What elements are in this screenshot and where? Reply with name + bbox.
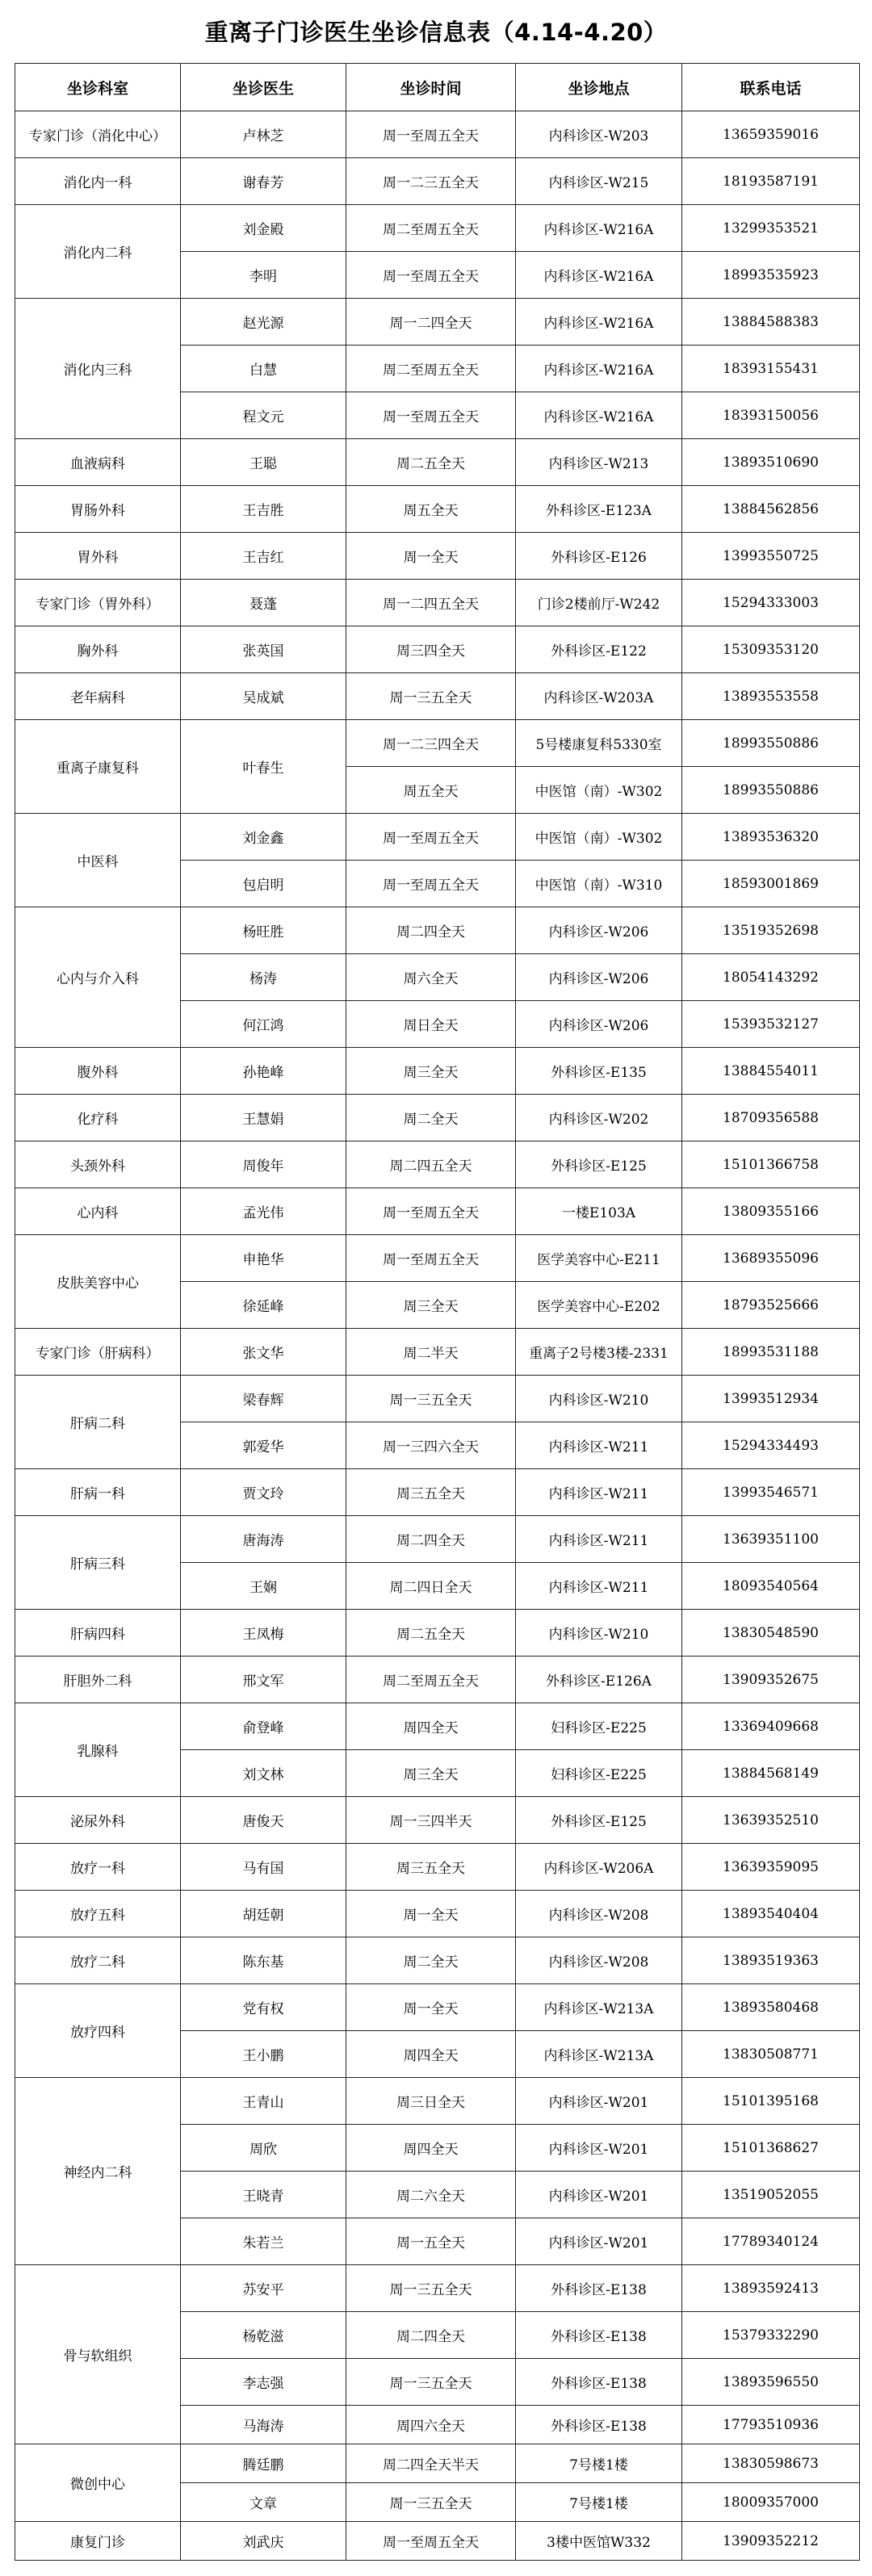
phone-cell: 15294334493 bbox=[682, 1422, 860, 1469]
time-cell: 周五全天 bbox=[346, 486, 516, 533]
location-cell: 内科诊区-W201 bbox=[516, 2218, 682, 2265]
department-cell: 头颈外科 bbox=[15, 1141, 181, 1188]
time-cell: 周六全天 bbox=[346, 954, 516, 1001]
phone-cell: 13299353521 bbox=[682, 205, 860, 252]
time-cell: 周一至周五全天 bbox=[346, 252, 516, 299]
doctor-cell: 申艳华 bbox=[181, 1235, 346, 1282]
phone-cell: 13909352675 bbox=[682, 1657, 860, 1703]
doctor-cell: 谢春芳 bbox=[181, 158, 346, 205]
doctor-cell: 刘金鑫 bbox=[181, 814, 346, 861]
location-cell: 内科诊区-W203A bbox=[516, 673, 682, 720]
department-cell: 肝胆外二科 bbox=[15, 1657, 181, 1703]
location-cell: 一楼E103A bbox=[516, 1188, 682, 1235]
time-cell: 周二四全天 bbox=[346, 2312, 516, 2359]
department-cell: 胃外科 bbox=[15, 533, 181, 580]
phone-cell: 13519052055 bbox=[682, 2172, 860, 2218]
department-cell: 放疗二科 bbox=[15, 1937, 181, 1984]
doctor-cell: 刘文林 bbox=[181, 1750, 346, 1797]
location-cell: 内科诊区-W210 bbox=[516, 1610, 682, 1657]
phone-cell: 15101366758 bbox=[682, 1141, 860, 1188]
table-row bbox=[15, 1610, 860, 1657]
location-cell: 内科诊区-W208 bbox=[516, 1891, 682, 1937]
time-cell: 周二至周五全天 bbox=[346, 205, 516, 252]
table-row bbox=[15, 111, 860, 158]
doctor-cell: 王晓青 bbox=[181, 2172, 346, 2218]
department-cell: 消化内三科 bbox=[15, 299, 181, 439]
doctor-cell: 杨乾滋 bbox=[181, 2312, 346, 2359]
table-row bbox=[15, 1937, 860, 1984]
table-header-row bbox=[15, 64, 860, 111]
location-cell: 内科诊区-W210 bbox=[516, 1376, 682, 1422]
phone-cell: 18393155431 bbox=[682, 346, 860, 392]
location-cell: 内科诊区-W216A bbox=[516, 299, 682, 346]
phone-cell: 15294333003 bbox=[682, 580, 860, 626]
time-cell: 周日全天 bbox=[346, 1001, 516, 1048]
doctor-cell: 李志强 bbox=[181, 2359, 346, 2406]
table-row bbox=[15, 673, 860, 720]
phone-cell: 13893596550 bbox=[682, 2359, 860, 2406]
phone-cell: 15379332290 bbox=[682, 2312, 860, 2359]
header-location: 坐诊地点 bbox=[516, 64, 682, 111]
location-cell: 外科诊区-E125 bbox=[516, 1141, 682, 1188]
location-cell: 内科诊区-W202 bbox=[516, 1095, 682, 1141]
location-cell: 内科诊区-W211 bbox=[516, 1469, 682, 1516]
time-cell: 周三五全天 bbox=[346, 1844, 516, 1891]
time-cell: 周一二三五全天 bbox=[346, 158, 516, 205]
doctor-cell: 贾文玲 bbox=[181, 1469, 346, 1516]
doctor-cell: 王吉胜 bbox=[181, 486, 346, 533]
location-cell: 内科诊区-W211 bbox=[516, 1563, 682, 1610]
location-cell: 外科诊区-E126A bbox=[516, 1657, 682, 1703]
phone-cell: 15309353120 bbox=[682, 626, 860, 673]
phone-cell: 13659359016 bbox=[682, 111, 860, 158]
location-cell: 内科诊区-W206 bbox=[516, 1001, 682, 1048]
phone-cell: 13893553558 bbox=[682, 673, 860, 720]
doctor-cell: 张文华 bbox=[181, 1329, 346, 1376]
doctor-cell: 梁春辉 bbox=[181, 1376, 346, 1422]
time-cell: 周四全天 bbox=[346, 2125, 516, 2172]
phone-cell: 13639352510 bbox=[682, 1797, 860, 1844]
department-cell: 心内科 bbox=[15, 1188, 181, 1235]
time-cell: 周一至周五全天 bbox=[346, 111, 516, 158]
location-cell: 3楼中医馆W332 bbox=[516, 2522, 682, 2561]
phone-cell: 13830598673 bbox=[682, 2444, 860, 2483]
phone-cell: 13809355166 bbox=[682, 1188, 860, 1235]
department-cell: 肝病二科 bbox=[15, 1376, 181, 1469]
phone-cell: 15101368627 bbox=[682, 2125, 860, 2172]
time-cell: 周二五全天 bbox=[346, 1610, 516, 1657]
table-row bbox=[15, 1516, 860, 1563]
table-row bbox=[15, 2444, 860, 2483]
department-cell: 化疗科 bbox=[15, 1095, 181, 1141]
phone-cell: 13689355096 bbox=[682, 1235, 860, 1282]
phone-cell: 13639351100 bbox=[682, 1516, 860, 1563]
location-cell: 外科诊区-E138 bbox=[516, 2359, 682, 2406]
time-cell: 周二四全天 bbox=[346, 907, 516, 954]
time-cell: 周一三五全天 bbox=[346, 2483, 516, 2522]
phone-cell: 18054143292 bbox=[682, 954, 860, 1001]
doctor-cell: 叶春生 bbox=[181, 720, 346, 814]
table-row bbox=[15, 2265, 860, 2312]
location-cell: 内科诊区-W216A bbox=[516, 346, 682, 392]
phone-cell: 15101395168 bbox=[682, 2078, 860, 2125]
location-cell: 内科诊区-W215 bbox=[516, 158, 682, 205]
doctor-cell: 卢林芝 bbox=[181, 111, 346, 158]
location-cell: 内科诊区-W201 bbox=[516, 2125, 682, 2172]
location-cell: 外科诊区-E138 bbox=[516, 2312, 682, 2359]
doctor-cell: 程文元 bbox=[181, 392, 346, 439]
doctor-cell: 王聪 bbox=[181, 439, 346, 486]
location-cell: 内科诊区-W206A bbox=[516, 1844, 682, 1891]
department-cell: 肝病三科 bbox=[15, 1516, 181, 1610]
time-cell: 周一至周五全天 bbox=[346, 2522, 516, 2561]
doctor-cell: 朱若兰 bbox=[181, 2218, 346, 2265]
location-cell: 医学美容中心-E202 bbox=[516, 1282, 682, 1329]
department-cell: 专家门诊（胃外科） bbox=[15, 580, 181, 626]
time-cell: 周一至周五全天 bbox=[346, 392, 516, 439]
doctor-cell: 孙艳峰 bbox=[181, 1048, 346, 1095]
doctor-cell: 邢文军 bbox=[181, 1657, 346, 1703]
location-cell: 内科诊区-W201 bbox=[516, 2172, 682, 2218]
doctor-cell: 胡廷朝 bbox=[181, 1891, 346, 1937]
location-cell: 重离子2号楼3楼-2331 bbox=[516, 1329, 682, 1376]
phone-cell: 13369409668 bbox=[682, 1703, 860, 1750]
schedule-table bbox=[15, 63, 860, 2561]
time-cell: 周三四全天 bbox=[346, 626, 516, 673]
time-cell: 周四全天 bbox=[346, 2031, 516, 2078]
table-row bbox=[15, 1844, 860, 1891]
location-cell: 外科诊区-E138 bbox=[516, 2406, 682, 2444]
time-cell: 周二四五全天 bbox=[346, 1141, 516, 1188]
phone-cell: 13993546571 bbox=[682, 1469, 860, 1516]
phone-cell: 15393532127 bbox=[682, 1001, 860, 1048]
table-row bbox=[15, 1329, 860, 1376]
phone-cell: 18393150056 bbox=[682, 392, 860, 439]
location-cell: 妇科诊区-E225 bbox=[516, 1750, 682, 1797]
location-cell: 外科诊区-E126 bbox=[516, 533, 682, 580]
time-cell: 周一二三四全天 bbox=[346, 720, 516, 767]
department-cell: 老年病科 bbox=[15, 673, 181, 720]
doctor-cell: 赵光源 bbox=[181, 299, 346, 346]
doctor-cell: 李明 bbox=[181, 252, 346, 299]
table-row bbox=[15, 814, 860, 861]
time-cell: 周一全天 bbox=[346, 1891, 516, 1937]
location-cell: 内科诊区-W213A bbox=[516, 2031, 682, 2078]
department-cell: 消化内二科 bbox=[15, 205, 181, 299]
phone-cell: 13830508771 bbox=[682, 2031, 860, 2078]
phone-cell: 18709356588 bbox=[682, 1095, 860, 1141]
department-cell: 肝病四科 bbox=[15, 1610, 181, 1657]
table-row bbox=[15, 1376, 860, 1422]
doctor-cell: 马有国 bbox=[181, 1844, 346, 1891]
phone-cell: 13884568149 bbox=[682, 1750, 860, 1797]
time-cell: 周二六全天 bbox=[346, 2172, 516, 2218]
phone-cell: 17793510936 bbox=[682, 2406, 860, 2444]
time-cell: 周一二四五全天 bbox=[346, 580, 516, 626]
location-cell: 中医馆（南）-W310 bbox=[516, 861, 682, 907]
phone-cell: 18009357000 bbox=[682, 2483, 860, 2522]
header-doctor: 坐诊医生 bbox=[181, 64, 346, 111]
table-row bbox=[15, 1797, 860, 1844]
doctor-cell: 包启明 bbox=[181, 861, 346, 907]
location-cell: 内科诊区-W216A bbox=[516, 392, 682, 439]
doctor-cell: 刘金殿 bbox=[181, 205, 346, 252]
table-row bbox=[15, 205, 860, 252]
table-row bbox=[15, 1703, 860, 1750]
doctor-cell: 王娴 bbox=[181, 1563, 346, 1610]
table-body bbox=[15, 111, 860, 2561]
department-cell: 放疗一科 bbox=[15, 1844, 181, 1891]
doctor-cell: 杨涛 bbox=[181, 954, 346, 1001]
table-row bbox=[15, 1188, 860, 1235]
table-row bbox=[15, 1235, 860, 1282]
time-cell: 周三全天 bbox=[346, 1282, 516, 1329]
location-cell: 内科诊区-W213 bbox=[516, 439, 682, 486]
doctor-cell: 张英国 bbox=[181, 626, 346, 673]
table-row bbox=[15, 626, 860, 673]
doctor-cell: 吴成斌 bbox=[181, 673, 346, 720]
department-cell: 微创中心 bbox=[15, 2444, 181, 2522]
department-cell: 神经内二科 bbox=[15, 2078, 181, 2265]
phone-cell: 18993550886 bbox=[682, 720, 860, 767]
time-cell: 周二四日全天 bbox=[346, 1563, 516, 1610]
time-cell: 周一至周五全天 bbox=[346, 861, 516, 907]
page-title: 重离子门诊医生坐诊信息表（4.14-4.20） bbox=[204, 19, 668, 46]
table-row bbox=[15, 439, 860, 486]
table-row bbox=[15, 1891, 860, 1937]
time-cell: 周一至周五全天 bbox=[346, 1235, 516, 1282]
department-cell: 重离子康复科 bbox=[15, 720, 181, 814]
time-cell: 周三全天 bbox=[346, 1048, 516, 1095]
phone-cell: 18093540564 bbox=[682, 1563, 860, 1610]
location-cell: 内科诊区-W211 bbox=[516, 1422, 682, 1469]
time-cell: 周一三五全天 bbox=[346, 673, 516, 720]
phone-cell: 18993535923 bbox=[682, 252, 860, 299]
doctor-cell: 刘武庆 bbox=[181, 2522, 346, 2561]
table-row bbox=[15, 580, 860, 626]
time-cell: 周四六全天 bbox=[346, 2406, 516, 2444]
doctor-cell: 何江鸿 bbox=[181, 1001, 346, 1048]
department-cell: 专家门诊（肝病科） bbox=[15, 1329, 181, 1376]
table-row bbox=[15, 158, 860, 205]
location-cell: 7号楼1楼 bbox=[516, 2483, 682, 2522]
time-cell: 周二全天 bbox=[346, 1937, 516, 1984]
phone-cell: 13893510690 bbox=[682, 439, 860, 486]
location-cell: 妇科诊区-E225 bbox=[516, 1703, 682, 1750]
table-row bbox=[15, 1095, 860, 1141]
time-cell: 周二至周五全天 bbox=[346, 1657, 516, 1703]
location-cell: 7号楼1楼 bbox=[516, 2444, 682, 2483]
time-cell: 周二全天 bbox=[346, 1095, 516, 1141]
time-cell: 周二四全天 bbox=[346, 1516, 516, 1563]
doctor-cell: 腾廷鹏 bbox=[181, 2444, 346, 2483]
time-cell: 周三日全天 bbox=[346, 2078, 516, 2125]
doctor-cell: 王小鹏 bbox=[181, 2031, 346, 2078]
doctor-cell: 唐海涛 bbox=[181, 1516, 346, 1563]
table-row bbox=[15, 533, 860, 580]
location-cell: 内科诊区-W203 bbox=[516, 111, 682, 158]
phone-cell: 18193587191 bbox=[682, 158, 860, 205]
time-cell: 周一五全天 bbox=[346, 2218, 516, 2265]
doctor-cell: 周俊年 bbox=[181, 1141, 346, 1188]
doctor-cell: 苏安平 bbox=[181, 2265, 346, 2312]
phone-cell: 13519352698 bbox=[682, 907, 860, 954]
phone-cell: 18793525666 bbox=[682, 1282, 860, 1329]
doctor-cell: 党有权 bbox=[181, 1984, 346, 2031]
department-cell: 中医科 bbox=[15, 814, 181, 907]
time-cell: 周三五全天 bbox=[346, 1469, 516, 1516]
time-cell: 周五全天 bbox=[346, 767, 516, 814]
phone-cell: 13830548590 bbox=[682, 1610, 860, 1657]
time-cell: 周一至周五全天 bbox=[346, 1188, 516, 1235]
doctor-cell: 周欣 bbox=[181, 2125, 346, 2172]
doctor-cell: 唐俊天 bbox=[181, 1797, 346, 1844]
phone-cell: 18993550886 bbox=[682, 767, 860, 814]
table-row bbox=[15, 486, 860, 533]
time-cell: 周二半天 bbox=[346, 1329, 516, 1376]
doctor-cell: 王慧娟 bbox=[181, 1095, 346, 1141]
department-cell: 肝病一科 bbox=[15, 1469, 181, 1516]
doctor-cell: 郭爱华 bbox=[181, 1422, 346, 1469]
location-cell: 内科诊区-W201 bbox=[516, 2078, 682, 2125]
location-cell: 中医馆（南）-W302 bbox=[516, 814, 682, 861]
time-cell: 周四全天 bbox=[346, 1703, 516, 1750]
table-row bbox=[15, 2522, 860, 2561]
doctor-cell: 王凤梅 bbox=[181, 1610, 346, 1657]
department-cell: 康复门诊 bbox=[15, 2522, 181, 2561]
table-row bbox=[15, 720, 860, 767]
department-cell: 乳腺科 bbox=[15, 1703, 181, 1797]
location-cell: 外科诊区-E125 bbox=[516, 1797, 682, 1844]
department-cell: 皮肤美容中心 bbox=[15, 1235, 181, 1329]
location-cell: 医学美容中心-E211 bbox=[516, 1235, 682, 1282]
doctor-cell: 白慧 bbox=[181, 346, 346, 392]
table-row bbox=[15, 2078, 860, 2125]
doctor-cell: 聂蓬 bbox=[181, 580, 346, 626]
department-cell: 胸外科 bbox=[15, 626, 181, 673]
location-cell: 外科诊区-E135 bbox=[516, 1048, 682, 1095]
location-cell: 中医馆（南）-W302 bbox=[516, 767, 682, 814]
time-cell: 周二至周五全天 bbox=[346, 346, 516, 392]
time-cell: 周二五全天 bbox=[346, 439, 516, 486]
department-cell: 泌尿外科 bbox=[15, 1797, 181, 1844]
location-cell: 5号楼康复科5330室 bbox=[516, 720, 682, 767]
header-phone: 联系电话 bbox=[682, 64, 860, 111]
doctor-cell: 文章 bbox=[181, 2483, 346, 2522]
time-cell: 周一全天 bbox=[346, 533, 516, 580]
phone-cell: 13884562856 bbox=[682, 486, 860, 533]
location-cell: 内科诊区-W216A bbox=[516, 252, 682, 299]
doctor-cell: 俞登峰 bbox=[181, 1703, 346, 1750]
doctor-cell: 杨旺胜 bbox=[181, 907, 346, 954]
time-cell: 周一二四全天 bbox=[346, 299, 516, 346]
location-cell: 内科诊区-W211 bbox=[516, 1516, 682, 1563]
phone-cell: 13909352212 bbox=[682, 2522, 860, 2561]
time-cell: 周一至周五全天 bbox=[346, 814, 516, 861]
location-cell: 内科诊区-W216A bbox=[516, 205, 682, 252]
time-cell: 周二四全天半天 bbox=[346, 2444, 516, 2483]
doctor-cell: 孟光伟 bbox=[181, 1188, 346, 1235]
doctor-cell: 王吉红 bbox=[181, 533, 346, 580]
phone-cell: 13893592413 bbox=[682, 2265, 860, 2312]
header-department: 坐诊科室 bbox=[15, 64, 181, 111]
table-row bbox=[15, 1469, 860, 1516]
table-row bbox=[15, 1048, 860, 1095]
phone-cell: 13893580468 bbox=[682, 1984, 860, 2031]
time-cell: 周一三四六全天 bbox=[346, 1422, 516, 1469]
location-cell: 内科诊区-W206 bbox=[516, 907, 682, 954]
department-cell: 腹外科 bbox=[15, 1048, 181, 1095]
department-cell: 专家门诊（消化中心） bbox=[15, 111, 181, 158]
phone-cell: 13884588383 bbox=[682, 299, 860, 346]
table-row bbox=[15, 907, 860, 954]
time-cell: 周一三五全天 bbox=[346, 2265, 516, 2312]
department-cell: 骨与软组织 bbox=[15, 2265, 181, 2444]
table-row bbox=[15, 1657, 860, 1703]
phone-cell: 13893536320 bbox=[682, 814, 860, 861]
location-cell: 内科诊区-W208 bbox=[516, 1937, 682, 1984]
location-cell: 内科诊区-W206 bbox=[516, 954, 682, 1001]
phone-cell: 13893540404 bbox=[682, 1891, 860, 1937]
phone-cell: 13639359095 bbox=[682, 1844, 860, 1891]
location-cell: 外科诊区-E138 bbox=[516, 2265, 682, 2312]
phone-cell: 13884554011 bbox=[682, 1048, 860, 1095]
header-time: 坐诊时间 bbox=[346, 64, 516, 111]
time-cell: 周一三四半天 bbox=[346, 1797, 516, 1844]
time-cell: 周一三五全天 bbox=[346, 1376, 516, 1422]
time-cell: 周一三五全天 bbox=[346, 2359, 516, 2406]
table-row bbox=[15, 1141, 860, 1188]
department-cell: 胃肠外科 bbox=[15, 486, 181, 533]
doctor-cell: 王青山 bbox=[181, 2078, 346, 2125]
phone-cell: 13893519363 bbox=[682, 1937, 860, 1984]
phone-cell: 17789340124 bbox=[682, 2218, 860, 2265]
department-cell: 放疗五科 bbox=[15, 1891, 181, 1937]
doctor-cell: 徐延峰 bbox=[181, 1282, 346, 1329]
phone-cell: 18593001869 bbox=[682, 861, 860, 907]
table-row bbox=[15, 299, 860, 346]
phone-cell: 13993550725 bbox=[682, 533, 860, 580]
location-cell: 门诊2楼前厅-W242 bbox=[516, 580, 682, 626]
location-cell: 内科诊区-W213A bbox=[516, 1984, 682, 2031]
location-cell: 外科诊区-E123A bbox=[516, 486, 682, 533]
department-cell: 心内与介入科 bbox=[15, 907, 181, 1048]
doctor-cell: 陈东基 bbox=[181, 1937, 346, 1984]
location-cell: 外科诊区-E122 bbox=[516, 626, 682, 673]
time-cell: 周一全天 bbox=[346, 1984, 516, 2031]
department-cell: 放疗四科 bbox=[15, 1984, 181, 2078]
phone-cell: 13993512934 bbox=[682, 1376, 860, 1422]
doctor-cell: 马海涛 bbox=[181, 2406, 346, 2444]
department-cell: 消化内一科 bbox=[15, 158, 181, 205]
table-row bbox=[15, 1984, 860, 2031]
phone-cell: 18993531188 bbox=[682, 1329, 860, 1376]
department-cell: 血液病科 bbox=[15, 439, 181, 486]
time-cell: 周三全天 bbox=[346, 1750, 516, 1797]
